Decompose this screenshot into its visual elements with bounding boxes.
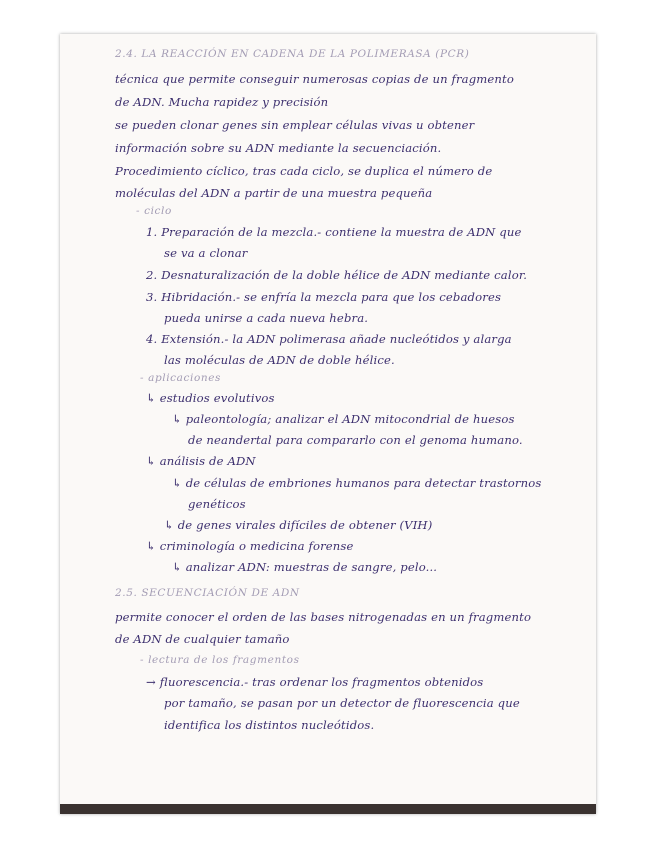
lectura-label: - lectura de los fragmentos	[140, 654, 300, 666]
fluorescence-line-1: → fluorescencia.- tras ordenar los fragmentos obtenidos	[146, 675, 484, 689]
pcr-definition-line-3: se pueden clonar genes sin emplear células vivas u obtener	[115, 118, 475, 132]
step-3-line-1: 3. Hibridación.- se enfría la mezcla para que los cebadores	[146, 290, 502, 304]
application-dna-detail-1: ↳ de células de embriones humanos para detectar trastornos	[172, 476, 542, 490]
step-2: 2. Desnaturalización de la doble hélice de ADN mediante calor.	[146, 268, 528, 282]
application-dna-detail-2: genéticos	[188, 497, 246, 511]
section-2-4-heading: 2.4. LA REACCIÓN EN CADENA DE LA POLIMERASA (PCR)	[115, 48, 470, 60]
ciclo-label: - ciclo	[136, 205, 172, 217]
step-3-line-2: pueda unirse a cada nueva hebra.	[164, 311, 369, 325]
step-4-line-1: 4. Extensión.- la ADN polimerasa añade nucleótidos y alarga	[146, 332, 512, 346]
application-forensics: ↳ criminología o medicina forense	[146, 539, 354, 553]
pcr-definition-line-5: Procedimiento cíclico, tras cada ciclo, se duplica el número de	[115, 164, 493, 178]
photo-bottom-edge	[60, 804, 596, 814]
pcr-definition-line-6: moléculas del ADN a partir de una muestra pequeña	[115, 186, 433, 200]
pcr-definition-line-4: información sobre su ADN mediante la secuenciación.	[115, 141, 442, 155]
notebook-page	[60, 34, 596, 814]
application-dna-analysis: ↳ análisis de ADN	[146, 454, 256, 468]
section-2-5-heading: 2.5. SECUENCIACIÓN DE ADN	[115, 587, 300, 599]
pcr-definition-line-1: técnica que permite conseguir numerosas copias de un fragmento	[115, 72, 514, 86]
application-evolutionary-detail-2: de neandertal para compararlo con el genoma humano.	[188, 433, 523, 447]
application-evolutionary: ↳ estudios evolutivos	[146, 391, 275, 405]
sequencing-definition-line-2: de ADN de cualquier tamaño	[115, 632, 290, 646]
fluorescence-line-2: por tamaño, se pasan por un detector de fluorescencia que	[164, 696, 520, 710]
sequencing-definition-line-1: permite conocer el orden de las bases nitrogenadas en un fragmento	[115, 610, 532, 624]
application-evolutionary-detail-1: ↳ paleontología; analizar el ADN mitocondrial de huesos	[172, 412, 515, 426]
pcr-definition-line-2: de ADN. Mucha rapidez y precisión	[115, 95, 329, 109]
step-4-line-2: las moléculas de ADN de doble hélice.	[164, 353, 395, 367]
step-1-line-2: se va a clonar	[164, 246, 248, 260]
fluorescence-line-3: identifica los distintos nucleótidos.	[164, 718, 375, 732]
step-1-line-1: 1. Preparación de la mezcla.- contiene la muestra de ADN que	[146, 225, 522, 239]
aplicaciones-label: - aplicaciones	[140, 372, 222, 384]
application-dna-detail-3: ↳ de genes virales difíciles de obtener (VIH)	[164, 518, 433, 532]
application-forensics-detail: ↳ analizar ADN: muestras de sangre, pelo...	[172, 560, 438, 574]
